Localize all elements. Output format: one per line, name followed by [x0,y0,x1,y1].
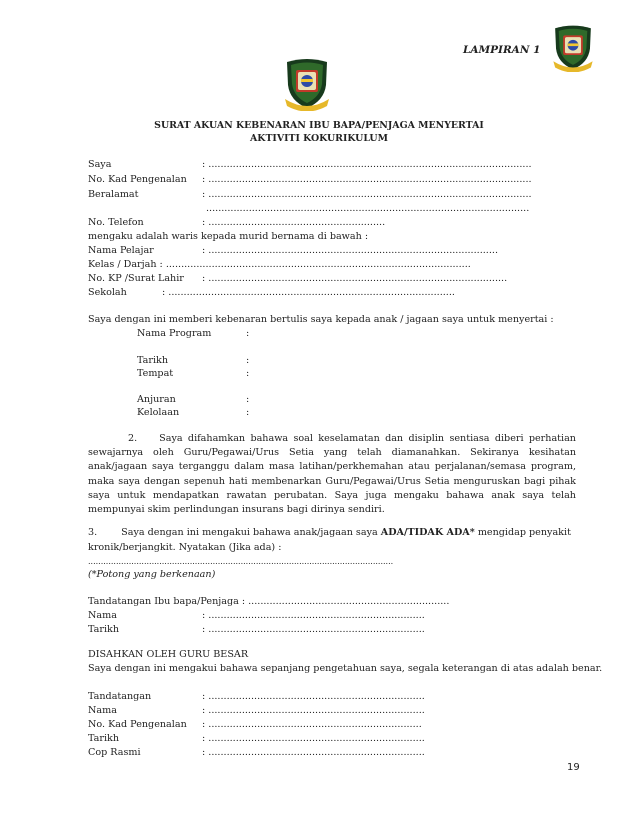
saya-field[interactable]: : .......................................................................................................... [202,159,532,170]
clause-3-line1 [88,526,571,539]
permission-intro: Saya dengan ini memberi kebenaran bertulis saya kepada anak / jagaan saya untuk menyertai : [88,314,554,325]
label-kelolaan: Kelolaan [137,407,180,418]
label-ic: No. Kad Pengenalan [88,174,187,185]
tempat-colon: : [246,368,250,379]
label-sign-nama: Nama [88,610,117,621]
label-anjuran: Anjuran [137,394,176,405]
penyakit-field[interactable]: ........................................................................................................................ [88,557,394,566]
school-crest-logo [284,55,330,111]
gb-ic-field[interactable]: : ...................................................................... [202,719,422,730]
gb-nama-field[interactable]: : ....................................................................... [202,705,425,716]
kelas-field[interactable]: Kelas / Darjah : .................................................................................................... [88,259,471,270]
waris-intro: mengaku adalah waris kepada murid bernama di bawah : [88,231,369,242]
label-nama-pelajar: Nama Pelajar [88,245,154,256]
label-alamat: Beralamat [88,189,139,200]
label-tarikh-program: Tarikh [137,355,169,366]
page-number: 19 [567,762,580,773]
corner-crest-logo [550,22,596,72]
school-crest-icon [284,55,330,111]
clause-2-number: 2. [128,433,138,444]
label-gb-tarikh: Tarikh [88,733,120,744]
clause-3-text-a: Saya dengan ini mengakui bahawa anak/jagaan saya [121,527,381,538]
ic-field[interactable]: : .......................................................................................................... [202,174,532,185]
program-colon: : [246,328,250,339]
clause-3-line2: kronik/berjangkit. Nyatakan (Jika ada) : [88,542,282,553]
lampiran-label: LAMPIRAN 1 [463,44,541,56]
label-gb-cop: Cop Rasmi [88,747,141,758]
nama-pelajar-field[interactable]: : ............................................................................................... [202,245,498,256]
sekolah-field[interactable]: : .............................................................................................. [162,287,455,298]
sign-tarikh-field[interactable]: : ....................................................................... [202,624,425,635]
clause-2-text: Saya difahamkan bahawa soal keselamatan dan disiplin sentiasa diberi perhatian sewajarnya oleh Guru/Pegawai/Urus Setia yang telah diamanahkan. Sekiranya kesihatan anak/jagaan saya terganggu dalam masa latihan/perkhemahan atau perjalanan/semasa program, maka saya dengan sepenuh hati membenarkan Guru/Pegawai/Urus Setia menguruskan bagi pihak saya untuk mendapatkan rawatan perubatan. Saya juga mengaku bahawa anak saya telah mempunyai skim perlindungan insurans bagi dirinya sendiri. [88,433,576,516]
label-gb-tandatangan: Tandatangan [88,691,152,702]
anjuran-colon: : [246,394,250,405]
kelolaan-colon: : [246,407,250,418]
clause-3-text-b: mengidap penyakit [474,527,571,538]
clause-2 [88,432,576,517]
tarikh-colon: : [246,355,250,366]
form-title-line2: AKTIVITI KOKURIKULUM [250,133,388,144]
gb-tarikh-field[interactable]: : ....................................................................... [202,733,425,744]
guru-besar-statement: Saya dengan ini mengakui bahawa sepanjang pengetahuan saya, segala keterangan di atas adalah benar. [88,663,603,674]
label-gb-nama: Nama [88,705,117,716]
guru-besar-heading: DISAHKAN OLEH GURU BESAR [88,649,249,660]
telefon-field[interactable]: : .......................................................... [202,217,386,228]
label-sign-tarikh: Tarikh [88,624,120,635]
label-telefon: No. Telefon [88,217,144,228]
alamat-field-2[interactable]: .......................................................................................................... [206,203,530,214]
label-sekolah: Sekolah [88,287,127,298]
tandatangan-ibubapa-field[interactable]: Tandatangan Ibu bapa/Penjaga : .................................................................. [88,596,450,607]
clause-3-number: 3. [88,527,98,538]
alamat-field-1[interactable]: : .......................................................................................................... [202,189,532,200]
gb-tandatangan-field[interactable]: : ....................................................................... [202,691,425,702]
ada-tidak-ada-option[interactable]: ADA/TIDAK ADA* [380,527,475,538]
gb-cop-field[interactable]: : ....................................................................... [202,747,425,758]
label-tempat: Tempat [137,368,174,379]
form-title-line1: SURAT AKUAN KEBENARAN IBU BAPA/PENJAGA MENYERTAI [154,120,484,131]
corner-crest-icon [550,22,596,72]
potong-note: (*Potong yang berkenaan) [88,569,216,580]
label-nama-program: Nama Program [137,328,212,339]
label-kp: No. KP /Surat Lahir [88,273,184,284]
label-gb-ic: No. Kad Pengenalan [88,719,187,730]
sign-nama-field[interactable]: : ....................................................................... [202,610,425,621]
label-saya: Saya [88,159,112,170]
kp-field[interactable]: : .................................................................................................. [202,273,508,284]
